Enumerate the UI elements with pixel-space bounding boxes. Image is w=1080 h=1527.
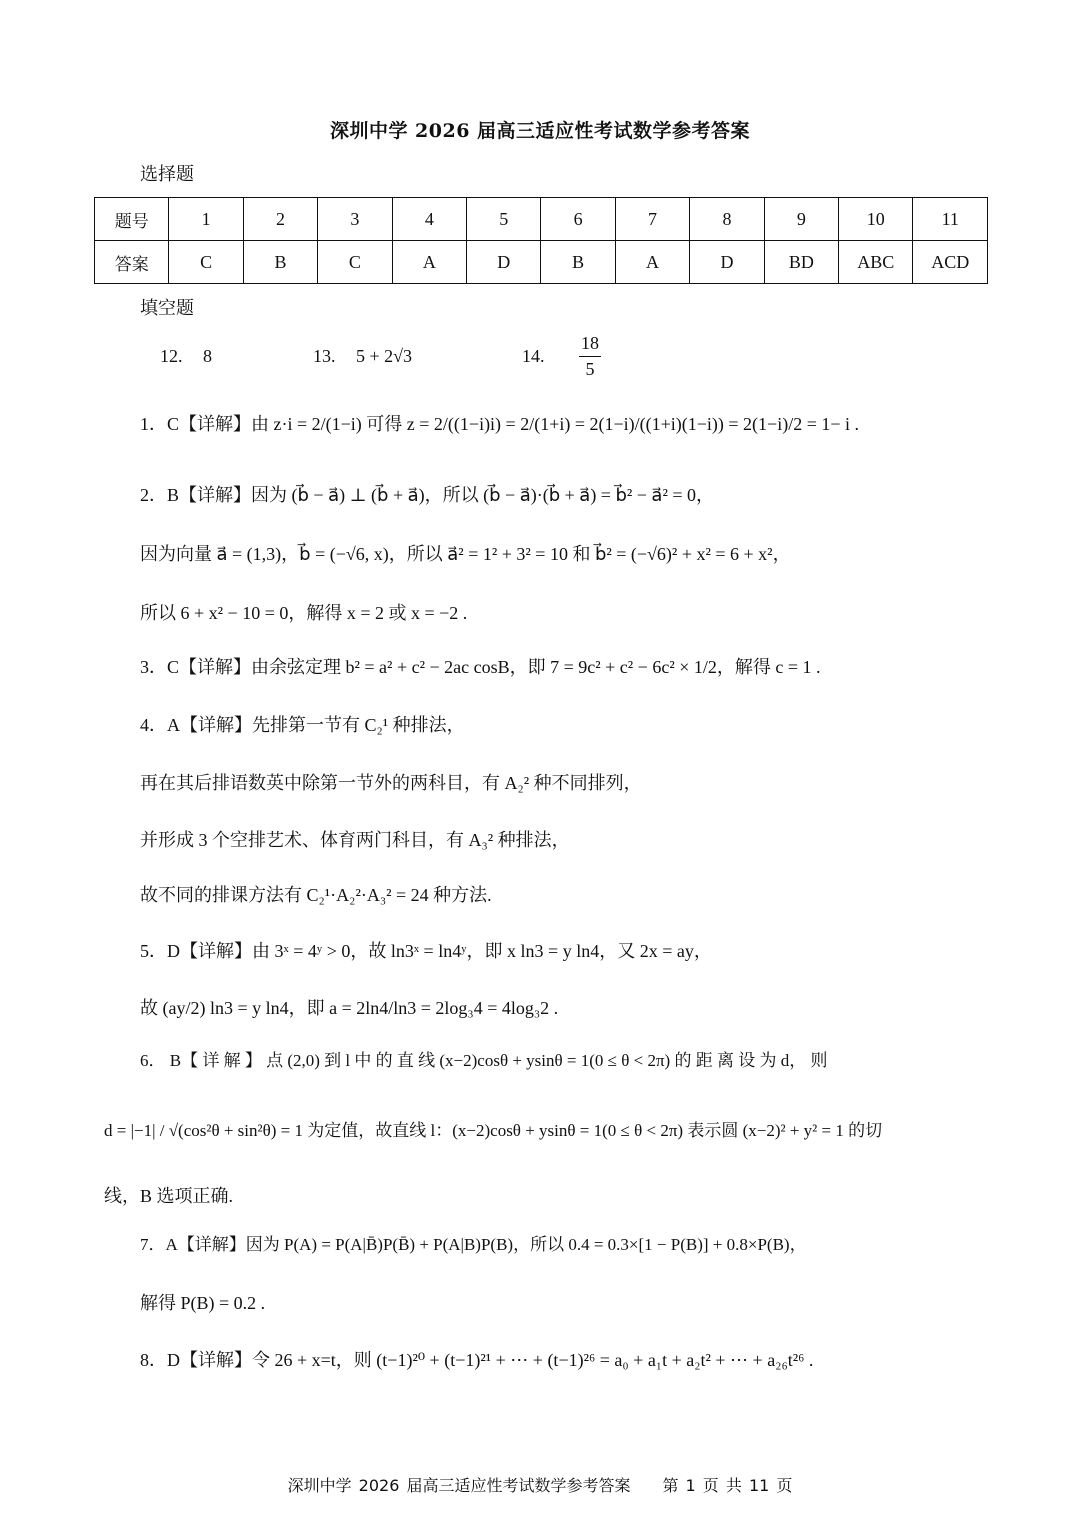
fill-item-12 — [160, 346, 212, 367]
answer-cell: D — [467, 241, 541, 284]
solution-2-line-2: 因为向量 a⃗ = (1,3)，b⃗ = (−√6, x)，所以 a⃗² = 1² + 3² = 10 和 b⃗² = (−√6)² + x² = 6 + x²， — [140, 544, 791, 564]
answer-cell: A — [392, 241, 466, 284]
choice-section-label: 选择题 — [140, 164, 194, 185]
answer-cell: C — [318, 241, 392, 284]
question-number-cell: 4 — [392, 198, 466, 241]
question-number-cell: 5 — [467, 198, 541, 241]
solution-6-line-1: 6． B【 详 解 】 点 (2,0) 到 l 中 的 直 线 (x−2)cosθ + ysinθ = 1(0 ≤ θ < 2π) 的 距 离 设 为 d， 则 — [140, 1051, 828, 1070]
question-number-cell: 2 — [243, 198, 317, 241]
answer-cell: D — [690, 241, 764, 284]
answer-cell: B — [243, 241, 317, 284]
fill-item-answer: 8 — [203, 346, 212, 366]
solution-6-line-2: d = |−1| / √(cos²θ + sin²θ) = 1 为定值，故直线 l：(x−2)cosθ + ysinθ = 1(0 ≤ θ < 2π) 表示圆 (x−2)² + y² = 1 的切 — [104, 1121, 883, 1140]
solution-8: 8．D【详解】令 26 + x=t，则 (t−1)²⁰ + (t−1)²¹ + ⋯ + (t−1)²⁶ = a₀ + a₁t + a₂t² + ⋯ + a₂₆t²⁶ . — [140, 1350, 814, 1370]
question-number-cell: 10 — [839, 198, 913, 241]
solution-4-line-4: 故不同的排课方法有 C₂¹·A₂²·A₃² = 24 种方法. — [140, 885, 492, 905]
fill-section-label: 填空题 — [140, 298, 194, 319]
question-number-cell: 9 — [764, 198, 838, 241]
solution-1: 1．C【详解】由 z·i = 2/(1−i) 可得 z = 2/((1−i)i) = 2/(1+i) = 2(1−i)/((1+i)(1−i)) = 2(1−i)/2 = 1− i . — [140, 414, 860, 434]
fraction-denominator: 5 — [579, 356, 601, 380]
fill-item-number: 14. — [522, 346, 545, 366]
question-number-cell: 7 — [615, 198, 689, 241]
solution-2-line-1: 2．B【详解】因为 (b⃗ − a⃗) ⊥ (b⃗ + a⃗)，所以 (b⃗ − a⃗)·(b⃗ + a⃗) = b⃗² − a⃗² = 0， — [140, 485, 715, 505]
answer-cell: ACD — [913, 241, 988, 284]
answer-cell: C — [169, 241, 243, 284]
solution-4-line-3: 并形成 3 个空排艺术、体育两门科目，有 A₃² 种排法， — [140, 830, 570, 850]
solution-4-line-1: 4．A【详解】先排第一节有 C₂¹ 种排法， — [140, 715, 465, 735]
answer-cell: ABC — [839, 241, 913, 284]
fill-item-number: 12. — [160, 346, 183, 366]
table-row-numbers — [95, 198, 988, 241]
fill-item-13 — [313, 346, 412, 367]
fill-item-answer-fraction — [579, 333, 601, 380]
question-number-cell: 8 — [690, 198, 764, 241]
table-header-cell: 题号 — [95, 198, 169, 241]
question-number-cell: 11 — [913, 198, 988, 241]
answer-cell: A — [615, 241, 689, 284]
solution-5-line-1: 5．D【详解】由 3ˣ = 4ʸ > 0，故 ln3ˣ = ln4ʸ，即 x ln3 = y ln4，又 2x = ay， — [140, 941, 712, 961]
solution-7-line-1: 7．A【详解】因为 P(A) = P(A|B̄)P(B̄) + P(A|B)P(B)，所以 0.4 = 0.3×[1 − P(B)] + 0.8×P(B)， — [140, 1235, 807, 1254]
question-number-cell: 3 — [318, 198, 392, 241]
solution-7-line-2: 解得 P(B) = 0.2 . — [140, 1293, 266, 1313]
page-footer: 深圳中学 2026 届高三适应性考试数学参考答案 第 1 页 共 11 页 — [287, 1476, 793, 1495]
fill-item-answer: 5 + 2√3 — [356, 346, 413, 366]
page-title: 深圳中学 2026 届高三适应性考试数学参考答案 — [329, 120, 751, 142]
answer-table — [94, 197, 988, 284]
answer-cell: BD — [764, 241, 838, 284]
solution-5-line-2: 故 (ay/2) ln3 = y ln4，即 a = 2ln4/ln3 = 2log₃4 = 4log₃2 . — [140, 998, 559, 1018]
table-header-cell: 答案 — [95, 241, 169, 284]
solution-3: 3．C【详解】由余弦定理 b² = a² + c² − 2ac cosB，即 7 = 9c² + c² − 6c² × 1/2，解得 c = 1 . — [140, 657, 821, 677]
fill-item-14 — [522, 333, 601, 380]
question-number-cell: 1 — [169, 198, 243, 241]
solution-4-line-2: 再在其后排语数英中除第一节外的两科目，有 A₂² 种不同排列， — [140, 773, 642, 793]
table-row-answers — [95, 241, 988, 284]
question-number-cell: 6 — [541, 198, 615, 241]
fraction-numerator: 18 — [581, 333, 599, 353]
solution-6-line-3: 线，B 选项正确. — [104, 1186, 234, 1206]
solution-2-line-3: 所以 6 + x² − 10 = 0，解得 x = 2 或 x = −2 . — [140, 603, 468, 623]
fill-item-number: 13. — [313, 346, 336, 366]
answer-cell: B — [541, 241, 615, 284]
